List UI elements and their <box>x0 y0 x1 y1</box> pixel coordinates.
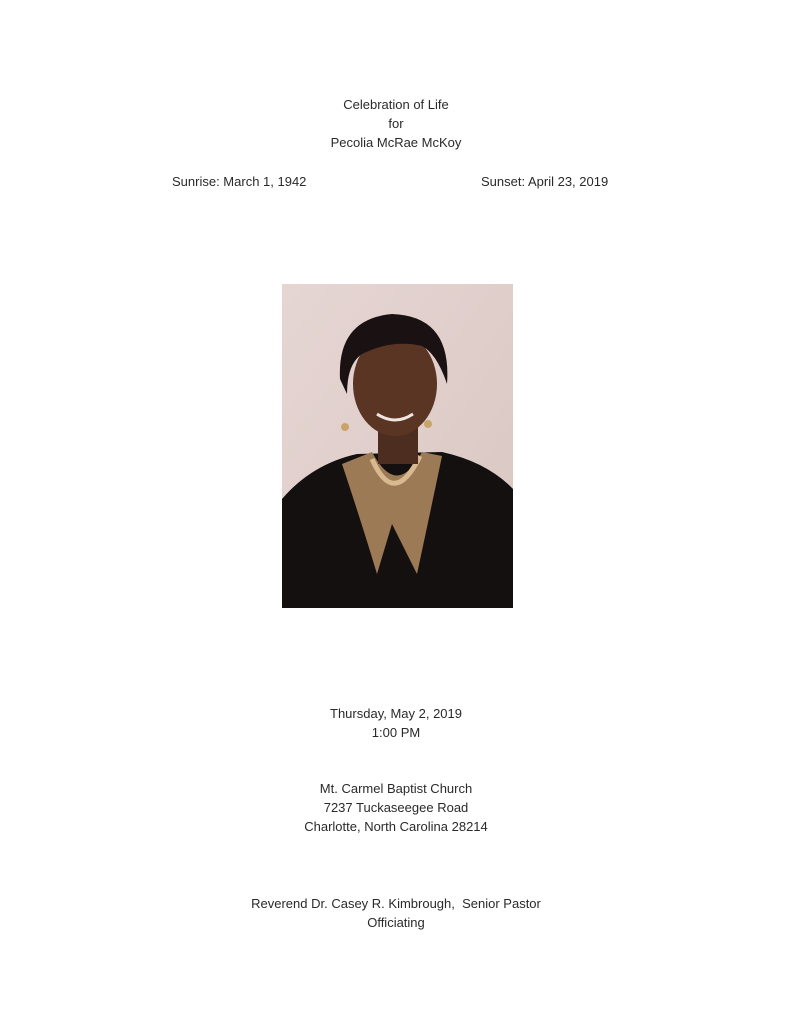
portrait-photo <box>282 284 513 608</box>
service-time: 1:00 PM <box>371 725 421 740</box>
sunset-date: Sunset: April 23, 2019 <box>481 174 609 189</box>
church-street: 7237 Tuckaseegee Road <box>323 800 469 815</box>
church-city: Charlotte, North Carolina 28214 <box>304 819 488 834</box>
sunrise-date: Sunrise: March 1, 1942 <box>172 174 307 189</box>
service-date: Thursday, May 2, 2019 <box>330 706 462 721</box>
document-title: Celebration of Life <box>343 97 449 112</box>
title-for: for <box>388 116 404 131</box>
officiant-role: Officiating <box>367 915 425 930</box>
honoree-name: Pecolia McRae McKoy <box>330 135 462 150</box>
church-name: Mt. Carmel Baptist Church <box>319 781 473 796</box>
officiant-name: Reverend Dr. Casey R. Kimbrough, Senior Pastor <box>251 896 541 911</box>
